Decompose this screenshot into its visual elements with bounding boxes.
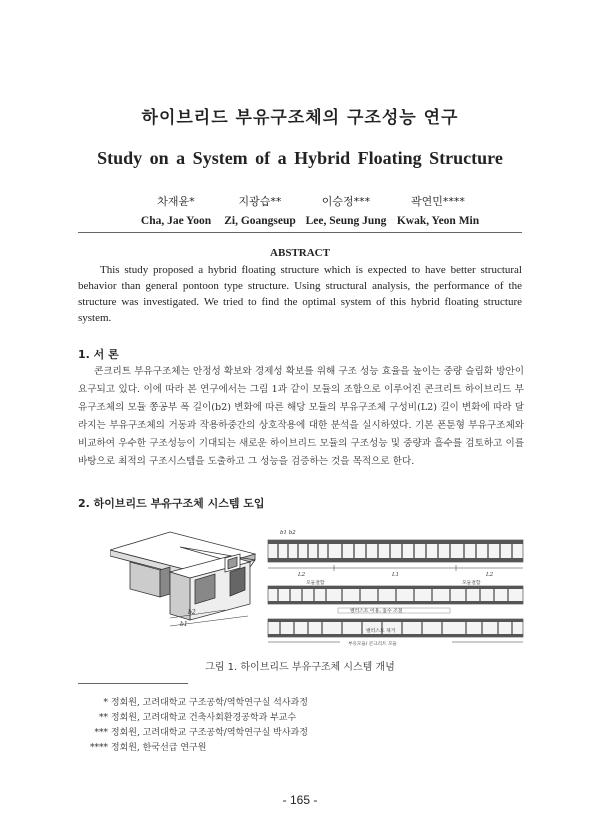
figure-1-caption: 그림 1. 하이브리드 부유구조체 시스템 개념	[205, 662, 395, 673]
header-divider	[78, 232, 522, 233]
author-4-ko: 곽연민****	[411, 195, 465, 208]
author-1-ko: 차재윤*	[157, 195, 195, 208]
label-l1: L1	[392, 572, 400, 578]
footnote-3-text: 정회원, 고려대학교 구조공학/역학연구실 박사과정	[110, 728, 308, 738]
footnote-2	[78, 710, 296, 723]
section-1-heading: 1. 서 론	[78, 348, 119, 361]
footnote-4	[78, 740, 206, 753]
label-ballast-draft: 밸러스트 이용, 흘수 조절	[350, 609, 403, 614]
footnote-3	[78, 725, 308, 738]
author-2-ko: 지광습**	[238, 195, 282, 208]
footnote-divider	[78, 683, 188, 684]
label-l2-left: L2	[298, 572, 306, 578]
isometric-structure	[110, 532, 255, 626]
label-b1-b2: b1 b2	[280, 530, 296, 536]
author-4-en: Kwak, Yeon Min	[396, 215, 480, 227]
label-b2: b2	[188, 609, 196, 616]
figure-1-diagram	[110, 522, 530, 647]
elevation-strip-1	[268, 540, 523, 571]
label-legend: 부유모듈/ 콘크리트 모듈	[348, 642, 397, 647]
footnote-1-mark: *	[103, 698, 108, 708]
label-ballast-remove: 밸러스트 제거	[366, 629, 396, 634]
author-3-en: Lee, Seung Jung	[305, 215, 387, 227]
footnote-1	[78, 695, 308, 708]
label-b1: b1	[180, 621, 188, 628]
section-2-heading: 2. 하이브리드 부유구조체 시스템 도입	[78, 497, 265, 510]
title-english: Study on a System of a Hybrid Floating Structure	[97, 148, 503, 168]
footnote-2-text: 정회원, 고려대학교 건축사회환경공학과 부교수	[110, 713, 297, 723]
label-l2-right: L2	[486, 572, 494, 578]
section-1-text: 콘크리트 부유구조체는 안정성 확보와 경제성 확보를 위해 구조 성능 효율을 높이는 중량 슬림화 방안이 요구되고 있다. 이에 따라 본 연구에서는 그림 1과 같이 모듈의 조합으로 이루어진 콘크리트 하이브리드 부유구조체의 모듈 쫑공부 폭 길이(b2) 변화에 따른 해당 모듈의 부유구조체 구성비(L2) 길이 변화에 따라 달라지는 부유구조체의 거동과 작용하중간의 상호작용에 대한 분석을 실시하였다. 기본 폰툰형 부유구조체와 비교하여 우수한 구조성능이 기대되는 새로운 하이브리드 모듈의 구조성능 및 중량과 흘수를 검토하고 이를 바탕으로 최적의 구조시스템을 도출하고 그 성능을 검증하는 것을 목적으로 한다.	[78, 366, 524, 467]
abstract-heading: ABSTRACT	[270, 247, 330, 259]
author-2-en: Zi, Goangseup	[224, 215, 296, 227]
title-korean: 하이브리드 부유구조체의 구조성능 연구	[141, 108, 459, 128]
label-module-join-right: 모듈결합	[462, 581, 481, 586]
page-number: - 165 -	[282, 793, 318, 807]
author-3-ko: 이승정***	[321, 195, 371, 208]
label-module-join-left: 모듈결합	[306, 581, 325, 586]
footnote-4-text: 정회원, 한국선급 연구원	[110, 743, 207, 753]
author-4	[378, 193, 498, 227]
abstract-text: This study proposed a hybrid floating structure which is expected to have better structural behavior than general pontoon type structure. Using structural analysis, the performance of the structure was investigated. We tried to find the optimal system of this hybrid floating structure system.	[78, 264, 522, 324]
footnote-2-mark: **	[99, 713, 108, 723]
footnote-4-mark: ****	[90, 743, 108, 753]
footnote-3-mark: ***	[94, 728, 108, 738]
footnote-1-text: 정회원, 고려대학교 구조공학/역학연구실 석사과정	[110, 698, 308, 708]
author-1-en: Cha, Jae Yoon	[140, 215, 212, 227]
